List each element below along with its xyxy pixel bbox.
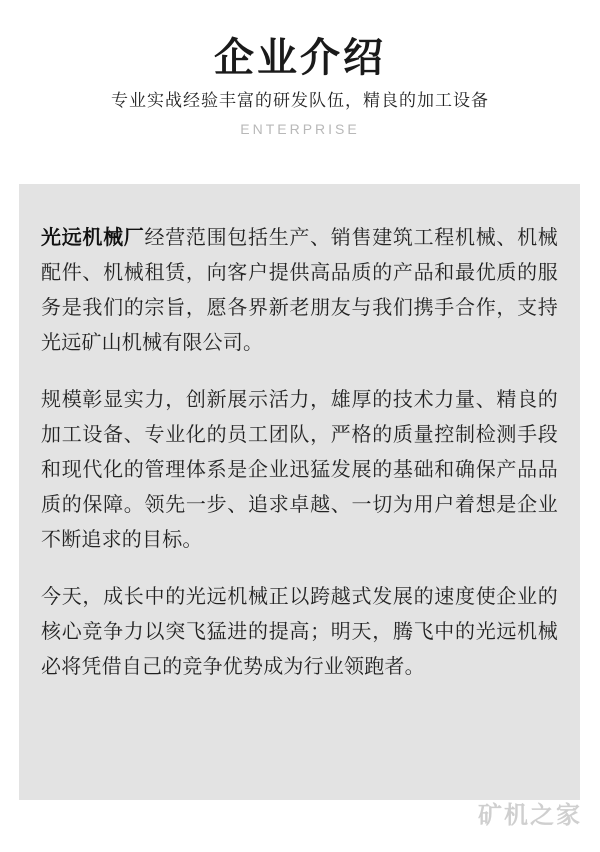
intro-paragraph-1-text: 经营范围包括生产、销售建筑工程机械、机械配件、机械租赁，向客户提供高品质的产品和最优质的服务是我们的宗旨，愿各界新老朋友与我们携手合作，支持光远矿山机械有限公司。 (41, 225, 558, 354)
intro-paragraph-1 (41, 220, 558, 360)
intro-paragraph-3: 今天，成长中的光远机械正以跨越式发展的速度使企业的核心竞争力以突飞猛进的提高；明天，腾飞中的光远机械必将凭借自己的竞争优势成为行业领跑者。 (41, 584, 558, 678)
intro-paragraph-2: 规模彰显实力，创新展示活力，雄厚的技术力量、精良的加工设备、专业化的员工团队，严格的质量控制检测手段和现代化的管理体系是企业迅猛发展的基础和确保产品品质的保障。领先一步、追求卓越、一切为用户着想是企业不断追求的目标。 (41, 387, 558, 551)
page-title: 企业介绍 (214, 35, 386, 81)
intro-panel (19, 184, 580, 800)
watermark: 矿机之家 (478, 801, 582, 829)
company-name: 光远机械厂 (41, 225, 145, 249)
page-subtitle: 专业实战经验丰富的研发队伍，精良的加工设备 (111, 91, 489, 111)
english-label: ENTERPRISE (240, 121, 360, 137)
